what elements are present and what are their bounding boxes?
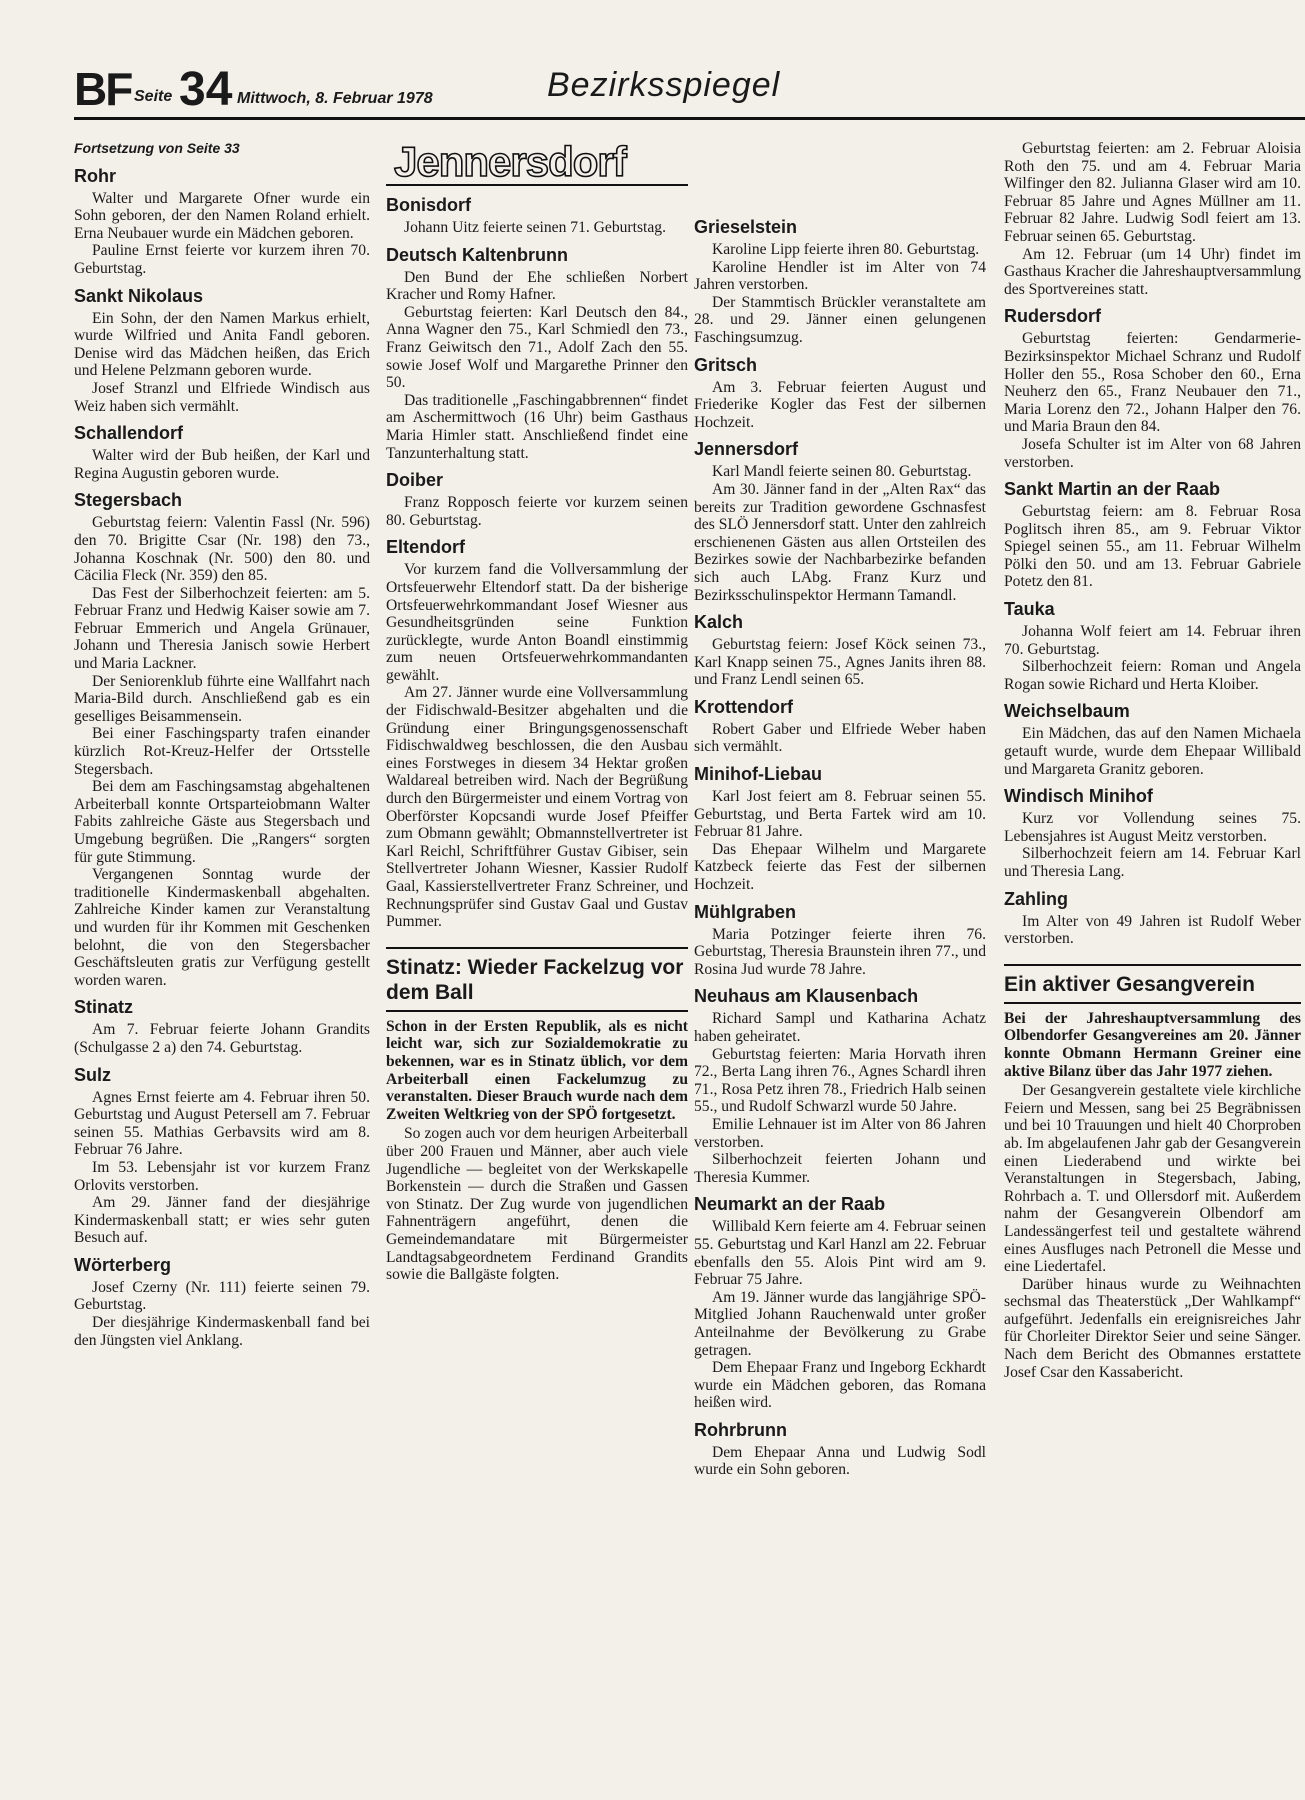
article-paragraph: Geburtstag feiern: Valentin Fassl (Nr. 596) den 70. Brigitte Csar (Nr. 198) den 73., Johanna Koschnak (Nr. 500) den 80. und Cäcilia Fleck (Nr. 359) den 85.	[74, 514, 370, 585]
article-paragraph: Walter und Margarete Ofner wurde ein Sohn geboren, der den Namen Roland erhielt. Erna Neubauer wurde ein Mädchen geboren.	[74, 189, 370, 242]
article-paragraph: Pauline Ernst feierte vor kurzem ihren 70. Geburtstag.	[74, 242, 370, 277]
article-headline: Ein aktiver Gesangverein	[1004, 964, 1301, 1004]
article-paragraph: Der diesjährige Kindermaskenball fand bei den Jüngsten viel Anklang.	[74, 1314, 370, 1349]
place-heading: Stinatz	[74, 997, 134, 1018]
section-title: Bezirksspiegel	[547, 66, 781, 104]
column-1	[74, 140, 370, 1349]
article-paragraph: Karoline Lipp feierte ihren 80. Geburtstag.	[712, 241, 980, 258]
article-lead: Schon in der Ersten Republik, als es nicht leicht war, sich zur Sozialdemokratie zu bekennen, war es in Stinatz üblich, vor dem Arbeiterball einen Fackelumzug zu veranstalten. Dieser Brauch wurde nach dem Zweiten Weltkrieg von der SPÖ fortgesetzt.	[386, 1017, 688, 1123]
place-heading: Sankt Martin an der Raab	[1004, 479, 1221, 500]
article-paragraph: Geburtstag feiern: Josef Köck seinen 73., Karl Knapp seinen 75., Agnes Janits ihren 88. und Franz Lendl seinen 65.	[694, 636, 986, 689]
page-header	[74, 62, 1305, 120]
place-heading: Zahling	[1004, 888, 1068, 909]
article-paragraph: Ein Mädchen, das auf den Namen Michaela getauft wurde, wurde dem Ehepaar Willibald und Margareta Granitz geboren.	[1004, 725, 1301, 778]
article-paragraph: Silberhochzeit feiern am 14. Februar Karl und Theresia Lang.	[1004, 845, 1301, 880]
district-masthead	[386, 140, 688, 186]
article-paragraph: Josef Czerny (Nr. 111) feierte seinen 79. Geburtstag.	[74, 1278, 370, 1314]
place-heading: Doiber	[386, 470, 444, 491]
article-paragraph: Emilie Lehnauer ist im Alter von 86 Jahren verstorben.	[694, 1115, 986, 1151]
article-paragraph: Im Alter von 49 Jahren ist Rudolf Weber verstorben.	[1004, 912, 1301, 948]
article-paragraph: Geburtstag feierten: Gendarmerie-Bezirksinspektor Michael Schranz und Rudolf Holler den 55., Rosa Schober den 60., Erna Neuherz den 65., Franz Neubauer den 71., Maria Lorenz den 72., Johann Halper den 76. und Maria Braun den 84.	[1004, 330, 1301, 436]
article-paragraph: Johanna Wolf feiert am 14. Februar ihren 70. Geburtstag.	[1004, 623, 1301, 658]
column-4	[1004, 140, 1301, 1381]
place-heading: Schallendorf	[74, 423, 184, 444]
column-2	[386, 140, 688, 1284]
article-paragraph: Am 30. Jänner fand in der „Alten Rax“ das bereits zur Tradition gewordene Gschnasfest des SLÖ Jennersdorf statt. Unter den zahlreich erschienenen Gästen aus allen Ortsteilen des Bezirkes sowie der Nachbarbezirke befanden sich auch LAbg. Franz Kurz und Bezirksschulinspektor Hermann Tamandl.	[694, 480, 986, 604]
article-paragraph: Josef Stranzl und Elfriede Windisch aus Weiz haben sich vermählt.	[74, 379, 370, 415]
continuation-note: Fortsetzung von Seite 33	[74, 140, 240, 156]
place-heading: Gritsch	[694, 354, 758, 375]
article-paragraph: Maria Potzinger feierte ihren 76. Geburtstag, Theresia Braunstein ihren 77., und Rosina Jud wurde 78 Jahre.	[694, 925, 986, 978]
place-heading: Rohrbrunn	[694, 1419, 787, 1440]
place-heading: Deutsch Kaltenbrunn	[386, 244, 569, 265]
article-paragraph: Geburtstag feierten: Karl Deutsch den 84., Anna Wagner den 75., Karl Schmiedl den 73., Franz Geiwitsch den 71., Adolf Zach den 55. sowie Josef Wolf und Margarethe Prinner den 50.	[386, 303, 688, 392]
article-paragraph: Geburtstag feierten: am 2. Februar Aloisia Roth den 75. und am 4. Februar Maria Wilfinger den 82. Julianna Glaser wird am 10. Februar 85 Jahre und Agnes Müllner am 11. Februar 82 Jahre. Ludwig Sodl feiert am 13. Februar seinen 65. Geburtstag.	[1004, 140, 1301, 245]
article-paragraph: Darüber hinaus wurde zu Weihnachten sechsmal das Theaterstück „Der Wahlkampf“ aufgeführt. Jedenfalls ein ereignisreiches Jahr für Chorleiter Direktor Seier und seine Sänger. Nach dem Bericht des Obmannes erstattete Josef Csar den Kassabericht.	[1004, 1275, 1301, 1381]
article-paragraph: Agnes Ernst feierte am 4. Februar ihren 50. Geburtstag und August Petersell am 7. Februar seinen 55. Mathias Gerbavsits wird am 8. Februar 76 Jahre.	[74, 1088, 370, 1159]
article-paragraph: Willibald Kern feierte am 4. Februar seinen 55. Geburtstag und Karl Hanzl am 22. Februar ebenfalls den 55. Alois Pint wird am 9. Februar 75 Jahre.	[694, 1218, 986, 1289]
place-heading: Eltendorf	[386, 537, 465, 558]
article-paragraph: Franz Ropposch feierte vor kurzem seinen 80. Geburtstag.	[386, 494, 688, 529]
article-paragraph: Silberhochzeit feiern: Roman und Angela Rogan sowie Richard und Herta Kloiber.	[1004, 658, 1301, 693]
article-paragraph: Das Fest der Silberhochzeit feierten: am 5. Februar Franz und Hedwig Kaiser sowie am 7. Februar Emmerich und Angela Grünauer, Johann und Theresia Janisch sowie Herbert und Maria Lackner.	[74, 584, 370, 673]
article-paragraph: Karl Jost feiert am 8. Februar seinen 55. Geburtstag, und Berta Fartek wird am 10. Februar 81 Jahre.	[694, 788, 986, 841]
place-heading: Tauka	[1004, 599, 1055, 620]
place-heading: Mühlgraben	[694, 901, 796, 922]
article-paragraph: Den Bund der Ehe schließen Norbert Kracher und Romy Hafner.	[386, 268, 688, 304]
article-paragraph: Vor kurzem fand die Vollversammlung der Ortsfeuerwehr Eltendorf statt. Da der bisherige Ortsfeuerwehrkommandant Josef Wiesner aus Gesundheitsgründen seine Funktion zurücklegte, wurde Anton Boandl einstimmig zum neuen Ortsfeuerwehrkommandanten gewählt.	[386, 561, 688, 684]
article-paragraph: Am 19. Jänner wurde das langjährige SPÖ-Mitglied Johann Rauchenwald unter großer Anteilnahme der Bevölkerung zu Grabe getragen.	[694, 1288, 986, 1359]
article-paragraph: Am 12. Februar (um 14 Uhr) findet im Gasthaus Kracher die Jahreshauptversammlung des Sportvereines statt.	[1004, 245, 1301, 298]
article-paragraph: Dem Ehepaar Anna und Ludwig Sodl wurde ein Sohn geboren.	[694, 1443, 986, 1479]
article-paragraph: So zogen auch vor dem heurigen Arbeiterball über 200 Frauen und Männer, aber auch viele Jugendliche — begleitet von der Werkskapelle Borkenstein — durch die Straßen und Gassen von Stinatz. Der Zug wurde von jugendlichen Fahnenträgern angeführt, denen die Gemeindemandatare mit Bürgermeister Landtagsabgeordnetem Ferdinand Grandits sowie die Ballgäste folgten.	[386, 1125, 688, 1284]
place-heading: Krottendorf	[694, 696, 793, 717]
newspaper-logo: BF	[74, 63, 132, 115]
article-paragraph: Das traditionelle „Faschingabbrennen“ findet am Aschermittwoch (16 Uhr) beim Gasthaus Maria Himler statt. Anschließend findet eine Tanzunterhaltung statt.	[386, 391, 688, 462]
article-paragraph: Dem Ehepaar Franz und Ingeborg Eckhardt wurde ein Mädchen geboren, das Romana heißen wird.	[694, 1359, 986, 1412]
article-paragraph: Das Ehepaar Wilhelm und Margarete Katzbeck feierte das Fest der silbernen Hochzeit.	[694, 840, 986, 894]
place-heading: Wörterberg	[74, 1254, 172, 1275]
article-paragraph: Der Seniorenklub führte eine Wallfahrt nach Maria-Bild durch. Anschließend gab es ein geselliges Beisammensein.	[74, 672, 370, 725]
place-heading: Kalch	[694, 612, 744, 633]
article-paragraph: Am 29. Jänner fand der diesjährige Kindermaskenball statt; er wies sehr guten Besuch auf.	[74, 1194, 370, 1247]
article-paragraph: Bei dem am Faschingsamstag abgehaltenen Arbeiterball konnte Ortsparteiobmann Walter Fabits zahlreiche Gäste aus Stegersbach und Umgebung begrüßen. Die „Rangers“ sorgten für gute Stimmung.	[74, 778, 370, 866]
article-paragraph: Ein Sohn, der den Namen Markus erhielt, wurde Wilfried und Anita Fandl geboren. Denise wird das Mädchen heißen, das Erich und Helene Pelzmann geboren wurde.	[74, 309, 370, 380]
place-heading: Sankt Nikolaus	[74, 285, 204, 306]
article-paragraph: Geburtstag feiern: am 8. Februar Rosa Poglitsch ihren 85., am 9. Februar Viktor Spiegel seinen 55., am 11. Februar Wilhelm Pölki den 50. und am 13. Februar Gabriele Potetz den 81.	[1004, 503, 1301, 591]
place-heading: Minihof-Liebau	[694, 764, 822, 785]
place-heading: Windisch Minihof	[1004, 786, 1153, 807]
district-title: Jennersdorf	[394, 138, 626, 185]
article-paragraph: Der Gesangverein gestaltete viele kirchliche Feiern und Messen, sang bei 25 Begräbnissen und bei 10 Trauungen und hielt 40 Chorproben ab. Im abgelaufenen Jahr gab der Gesangverein einen Liederabend und wirkte bei Veranstaltungen in Stegersbach, Jabing, Rohrbach a. T. und Ollersdorf mit. Außerdem nahm der Gesangverein Olbendorf am Landessängerfest teil und gestaltete während eines Ausfluges nach Petronell die Messe und eine Liedertafel.	[1004, 1082, 1301, 1276]
article-lead: Bei der Jahreshauptversammlung des Olbendorfer Gesangvereines am 20. Jänner konnte Obmann Hermann Greiner eine aktive Bilanz über das Jahr 1977 ziehen.	[1004, 1009, 1301, 1080]
article-paragraph: Bei einer Faschingsparty trafen einander kürzlich Rot-Kreuz-Helfer der Ortsstelle Stegersbach.	[74, 725, 370, 778]
article-paragraph: Josefa Schulter ist im Alter von 68 Jahren verstorben.	[1004, 435, 1301, 471]
article-paragraph: Am 3. Februar feierten August und Friederike Kogler das Fest der silbernen Hochzeit.	[694, 378, 986, 431]
article-paragraph: Johann Uitz feierte seinen 71. Geburtstag.	[404, 219, 666, 236]
article-paragraph: Am 27. Jänner wurde eine Vollversammlung der Fidischwald-Besitzer abgehalten und die Gründung einer Bringungsgenossenschaft Fidischwaldweg beschlossen, die den Ausbau eines Forstweges in diesem 34 Hektar großen Waldareal betreiben wird. Nach der Begrüßung durch den Bürgermeister und einem Vortrag von Oberförster Kopcsandi wurde Josef Pfeiffer zum Obmann gewählt; Obmannstellvertreter ist Karl Reichl, Schriftführer Gustav Gibiser, sein Stellvertreter Johann Wiesner, Kassier Rudolf Gaal, Kassierstellvertreter Franz Schreiner, und Rechnungsprüfer sind Gustav Gaal und Gustav Pummer.	[386, 684, 688, 931]
article-headline: Stinatz: Wieder Fackelzug vor dem Ball	[386, 947, 688, 1012]
article-paragraph: Im 53. Lebensjahr ist vor kurzem Franz Orlovits verstorben.	[74, 1158, 370, 1194]
place-heading: Weichselbaum	[1004, 701, 1130, 722]
place-heading: Bonisdorf	[386, 195, 471, 215]
article-paragraph: Silberhochzeit feierten Johann und Theresia Kummer.	[694, 1151, 986, 1186]
place-heading: Neumarkt an der Raab	[694, 1194, 886, 1215]
article-paragraph: Am 7. Februar feierte Johann Grandits (Schulgasse 2 a) den 74. Geburtstag.	[74, 1021, 370, 1056]
place-heading: Neuhaus am Klausenbach	[694, 986, 919, 1007]
page-number: 34	[179, 63, 233, 116]
article-paragraph: Der Stammtisch Brückler veranstaltete am 28. und 29. Jänner einen gelungenen Faschingsumzug.	[694, 293, 986, 346]
article-paragraph: Robert Gaber und Elfriede Weber haben sich vermählt.	[694, 720, 986, 756]
place-heading: Jennersdorf	[694, 439, 799, 460]
column-3	[694, 140, 986, 1479]
issue-date: Mittwoch, 8. Februar 1978	[237, 90, 433, 107]
article-paragraph: Geburtstag feierten: Maria Horvath ihren 72., Berta Lang ihren 76., Agnes Schardl ihren 71., Rosa Petz ihren 78., Friedrich Halb seinen 55., und Rudolf Schwarzl wurde 50 Jahre.	[694, 1045, 986, 1116]
place-heading: Stegersbach	[74, 490, 183, 511]
page-label: Seite	[134, 88, 173, 105]
place-heading: Rudersdorf	[1004, 306, 1102, 327]
header-rule	[74, 117, 1305, 120]
article-paragraph: Vergangenen Sonntag wurde der traditionelle Kindermaskenball abgehalten. Zahlreiche Kinder kamen zur Veranstaltung und wurden für ihr Kommen mit Geschenken belohnt, die von den Stegersbacher Geschäftsleuten gratis zur Verfügung gestellt worden waren.	[74, 866, 370, 989]
place-heading: Sulz	[74, 1064, 112, 1085]
article-paragraph: Walter wird der Bub heißen, der Karl und Regina Augustin geboren wurde.	[74, 447, 370, 482]
place-heading: Grieselstein	[694, 217, 798, 237]
article-paragraph: Karl Mandl feierte seinen 80. Geburtstag.	[712, 463, 972, 481]
place-heading: Rohr	[74, 165, 116, 186]
article-paragraph: Kurz vor Vollendung seines 75. Lebensjahres ist August Meitz verstorben.	[1004, 810, 1301, 845]
article-paragraph: Richard Sampl und Katharina Achatz haben geheiratet.	[694, 1010, 986, 1045]
article-paragraph: Karoline Hendler ist im Alter von 74 Jahren verstorben.	[694, 258, 986, 294]
